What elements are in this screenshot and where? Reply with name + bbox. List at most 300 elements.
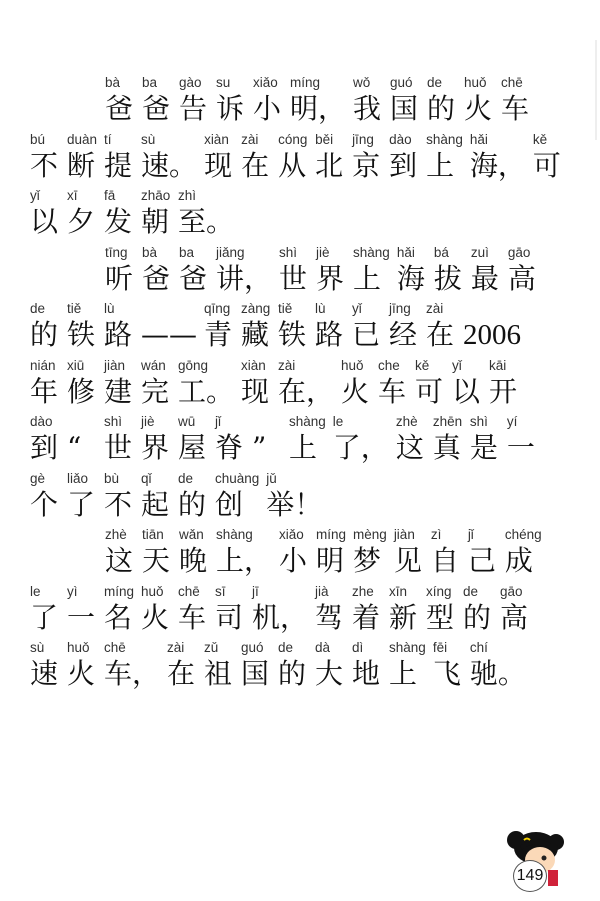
character-cell [470, 131, 526, 184]
character-cell [30, 300, 60, 353]
hanzi: 海， [469, 148, 526, 182]
hanzi: 速 [30, 657, 59, 690]
character-cell [389, 300, 419, 353]
character-cell [30, 639, 60, 692]
pinyin: jǐ [467, 527, 474, 542]
pinyin: xiàn [204, 131, 229, 147]
pinyin: jià [315, 583, 329, 599]
text-line [30, 74, 590, 131]
pinyin: jiàn [104, 357, 126, 373]
hanzi: 一 [67, 600, 96, 634]
character-cell [500, 583, 530, 636]
character-cell [104, 300, 134, 353]
hanzi: 型 [426, 600, 455, 634]
hanzi: 北 [315, 148, 344, 182]
pinyin: zhe [352, 583, 374, 599]
character-cell [278, 131, 308, 184]
pinyin: liǎo [67, 470, 89, 486]
pinyin: zài [167, 640, 185, 655]
pinyin: bù [104, 470, 120, 486]
hanzi: 现 [241, 374, 270, 408]
pinyin: jīng [389, 301, 411, 316]
character-cell [470, 413, 500, 466]
hanzi: 青 [204, 318, 233, 351]
pinyin: de [178, 470, 194, 486]
hanzi: 个 [30, 487, 59, 521]
character-cell [178, 583, 208, 636]
pinyin: zuì [470, 244, 489, 260]
character-cell [316, 526, 346, 579]
pinyin: zài [426, 301, 444, 316]
hanzi: 爸 [105, 92, 134, 125]
pinyin: de [463, 583, 479, 599]
hanzi: 驰。 [469, 657, 526, 690]
hanzi: 可 [415, 374, 444, 408]
character-cell [252, 413, 282, 466]
pinyin: guó [241, 640, 264, 655]
pinyin: tīng [105, 244, 128, 260]
pinyin: huǒ [67, 640, 90, 655]
hanzi: 界 [316, 261, 345, 295]
pinyin: sù [30, 640, 45, 655]
pinyin: xíng [426, 583, 452, 599]
pinyin: jīng [352, 131, 374, 147]
pinyin: sù [141, 131, 156, 147]
hanzi: 以 [452, 374, 481, 408]
character-cell [67, 131, 97, 184]
hanzi: 明， [290, 92, 347, 125]
hanzi: 举！ [266, 487, 323, 521]
hanzi: 机， [252, 600, 309, 634]
character-cell [204, 131, 234, 184]
hanzi: 断 [67, 148, 96, 182]
hanzi: 至。 [178, 205, 235, 238]
hanzi: 可 [532, 148, 561, 182]
pinyin: le [30, 583, 41, 599]
character-cell [141, 413, 171, 466]
hanzi: 从 [278, 148, 307, 182]
pinyin: jiǎng [216, 244, 245, 260]
hanzi: 新 [389, 600, 418, 634]
pinyin: kāi [489, 357, 507, 373]
pinyin: le [332, 414, 344, 429]
hanzi: 开 [489, 374, 518, 408]
character-cell [30, 187, 60, 240]
pinyin: sī [215, 583, 226, 599]
character-cell [390, 74, 420, 127]
pinyin: bá [433, 244, 449, 260]
hanzi: 小 [279, 544, 308, 577]
pinyin: zàng [241, 301, 271, 316]
character-cell [179, 74, 209, 127]
hanzi: 火 [67, 657, 96, 690]
character-cell [397, 244, 427, 297]
hanzi: 一 [506, 431, 535, 464]
character-cell [470, 639, 526, 692]
pinyin: zài [278, 357, 296, 373]
character-cell [141, 131, 197, 184]
character-cell [67, 639, 97, 692]
character-cell [333, 413, 389, 466]
pinyin: mèng [353, 527, 387, 542]
character-cell [468, 526, 498, 579]
pinyin: tiě [67, 301, 82, 316]
pinyin: jiàn [393, 527, 415, 542]
pinyin: chē [104, 640, 126, 655]
character-cell [216, 74, 246, 127]
character-cell [315, 131, 345, 184]
character-cell [505, 526, 542, 579]
hanzi: 高 [500, 600, 529, 634]
pinyin: jī [252, 583, 259, 599]
hanzi: 在 [426, 318, 455, 351]
hanzi: 到 [30, 431, 59, 464]
pinyin: shàng [289, 414, 326, 429]
hanzi: 的 [427, 92, 456, 125]
text-line [30, 357, 590, 414]
character-cell [178, 357, 234, 410]
character-cell [216, 526, 272, 579]
hanzi: 爸 [179, 261, 208, 295]
page-number: 149 [513, 860, 547, 892]
character-cell [501, 74, 531, 127]
hanzi: 见 [393, 544, 422, 577]
hanzi: 了 [30, 600, 59, 634]
character-cell [389, 583, 419, 636]
character-cell [463, 583, 493, 636]
hanzi: 以 [30, 205, 59, 238]
character-cell [278, 300, 308, 353]
pinyin: xīn [389, 583, 408, 599]
character-cell [141, 300, 197, 353]
hanzi: 已 [352, 318, 381, 351]
hanzi: 国 [241, 657, 270, 690]
character-cell [353, 244, 390, 297]
pinyin: wǒ [353, 75, 371, 90]
pinyin: míng [290, 75, 321, 90]
hanzi: 着 [352, 600, 381, 634]
hanzi: 火 [464, 92, 493, 125]
hanzi: 了 [67, 487, 96, 521]
character-cell [141, 187, 171, 240]
pinyin: dà [315, 640, 331, 655]
hanzi: 经 [389, 318, 418, 351]
pinyin: tiě [278, 301, 293, 316]
character-cell [315, 300, 345, 353]
hanzi: 夕 [67, 205, 96, 238]
character-cell [178, 187, 234, 240]
pinyin: míng [104, 583, 135, 599]
pinyin: chuàng [215, 470, 260, 486]
hanzi: 完 [141, 374, 170, 408]
pinyin: shì [279, 244, 298, 260]
hanzi: 车 [178, 600, 207, 634]
pinyin: qǐ [141, 470, 152, 486]
pinyin: gāo [507, 244, 531, 260]
character-cell [433, 413, 463, 466]
hanzi: 上 [426, 148, 455, 182]
pinyin: kě [415, 357, 430, 373]
hanzi: 车 [378, 374, 407, 408]
pinyin: kě [532, 131, 548, 147]
pinyin: yǐ [30, 188, 40, 203]
hanzi: 大 [315, 657, 344, 690]
pinyin: shì [104, 414, 123, 429]
hanzi: 诉 [216, 92, 245, 125]
hanzi: 上 [289, 431, 318, 464]
hanzi: 名 [104, 600, 133, 634]
hanzi: 提 [104, 148, 133, 182]
hanzi: 自 [430, 544, 459, 577]
text-line [30, 131, 590, 188]
character-cell [434, 244, 464, 297]
pinyin: gōng [178, 357, 209, 373]
text-line [30, 413, 590, 470]
pinyin: hǎi [396, 244, 415, 260]
hanzi: 年 [30, 374, 59, 408]
pinyin: cóng [278, 131, 308, 147]
pinyin: bà [105, 75, 121, 90]
hanzi: 听 [105, 261, 134, 295]
pinyin: zhāo [141, 188, 171, 203]
hanzi: 到 [389, 148, 418, 182]
hanzi: 高 [507, 261, 536, 295]
hanzi: 的 [463, 600, 492, 634]
pinyin: hǎi [469, 131, 488, 147]
character-cell [266, 470, 322, 523]
hanzi: 是 [469, 431, 498, 464]
character-cell [426, 131, 463, 184]
pinyin: dì [352, 640, 364, 655]
hanzi: 在， [278, 374, 335, 408]
hanzi: —— [141, 318, 197, 351]
character-cell [452, 357, 482, 410]
pinyin: xiū [67, 357, 85, 373]
hanzi: 驾 [315, 600, 344, 634]
hanzi: 朝 [141, 205, 170, 238]
hanzi: ” [252, 431, 267, 464]
pinyin: wǎn [179, 527, 204, 542]
character-cell [433, 639, 463, 692]
pinyin: jǐ [215, 414, 221, 429]
hanzi: 建 [104, 374, 133, 408]
character-cell [241, 300, 271, 353]
hanzi: 铁 [67, 318, 96, 351]
pinyin: xī [67, 188, 78, 203]
character-cell [30, 413, 60, 466]
text-line [30, 187, 590, 244]
hanzi: 起 [141, 487, 170, 521]
hanzi: 世 [279, 261, 308, 295]
character-cell [507, 413, 537, 466]
character-cell [352, 300, 382, 353]
character-cell [105, 526, 135, 579]
hanzi: 明 [316, 544, 345, 577]
hanzi: 告 [179, 92, 208, 125]
hanzi: 爸 [142, 92, 171, 125]
text-line [30, 583, 590, 640]
character-cell [104, 639, 160, 692]
pinyin: zài [241, 131, 259, 147]
hanzi: 真 [432, 431, 461, 464]
hanzi: 我 [353, 92, 382, 125]
hanzi: 地 [352, 657, 381, 690]
pinyin: shàng [389, 640, 426, 655]
character-cell [67, 187, 97, 240]
hanzi: “ [67, 431, 82, 464]
hanzi: 晚 [179, 544, 208, 577]
pinyin: wán [141, 357, 166, 373]
pinyin: huǒ [141, 583, 164, 599]
hanzi: 最 [470, 261, 499, 295]
character-cell [204, 639, 234, 692]
hanzi: 司 [215, 600, 244, 634]
pinyin: míng [316, 527, 347, 542]
pinyin: shì [469, 414, 488, 429]
character-cell [142, 74, 172, 127]
character-cell [464, 74, 494, 127]
character-cell [216, 244, 272, 297]
text-line [30, 526, 590, 583]
hanzi: 车 [501, 92, 530, 125]
pinyin: yì [67, 583, 78, 599]
hanzi: 界 [141, 431, 170, 464]
hanzi: 这 [105, 544, 134, 577]
pinyin: che [378, 357, 400, 373]
character-cell [241, 357, 271, 410]
pinyin: chéng [504, 527, 542, 542]
pinyin: de [278, 640, 294, 655]
character-cell [427, 74, 457, 127]
pinyin: de [30, 301, 46, 316]
pinyin: jǔ [266, 470, 277, 486]
character-cell [394, 526, 424, 579]
character-cell [204, 300, 234, 353]
character-cell [142, 244, 172, 297]
text-line [30, 244, 590, 301]
pinyin: jiè [141, 414, 155, 429]
pinyin: jiè [316, 244, 330, 260]
hanzi: 铁 [278, 318, 307, 351]
character-cell [178, 413, 208, 466]
character-cell [353, 526, 387, 579]
character-cell [105, 244, 135, 297]
character-cell [290, 74, 346, 127]
pinyin: xiàn [241, 357, 266, 373]
pinyin: yí [506, 414, 518, 429]
character-cell [104, 187, 134, 240]
character-cell [179, 244, 209, 297]
hanzi: 京 [352, 148, 381, 182]
hanzi: 讲， [216, 261, 273, 295]
pinyin: shàng [426, 131, 463, 147]
hanzi: 祖 [204, 657, 233, 690]
hanzi: 爸 [142, 261, 171, 295]
hanzi: 己 [467, 544, 496, 577]
text-line [30, 639, 590, 696]
character-cell [533, 131, 563, 184]
character-cell [426, 300, 456, 353]
pinyin: dào [389, 131, 412, 147]
hanzi: 的 [278, 657, 307, 690]
character-cell [278, 357, 334, 410]
hanzi: 成 [504, 544, 533, 577]
pinyin: gào [179, 75, 202, 90]
hanzi: 不 [30, 148, 59, 182]
pinyin: chí [469, 640, 488, 655]
character-cell [141, 357, 171, 410]
pinyin: gè [30, 470, 46, 486]
character-cell [352, 639, 382, 692]
pinyin: de [427, 75, 443, 90]
pinyin: gāo [500, 583, 523, 599]
character-cell [252, 583, 308, 636]
hanzi: 飞 [432, 657, 461, 690]
character-cell [178, 470, 208, 523]
pinyin: chē [501, 75, 523, 90]
pinyin: lù [315, 301, 326, 316]
pinyin: ba [142, 75, 158, 90]
character-cell [67, 357, 97, 410]
hanzi: 在 [167, 657, 196, 690]
hanzi: 速。 [141, 148, 198, 182]
character-cell [179, 526, 209, 579]
character-cell [104, 470, 134, 523]
character-cell [215, 413, 245, 466]
hanzi: 路 [104, 318, 133, 351]
character-cell [315, 639, 345, 692]
pinyin: dào [30, 414, 53, 429]
character-cell [30, 357, 60, 410]
pinyin: qīng [204, 301, 231, 316]
character-cell [215, 470, 259, 523]
character-cell [415, 357, 445, 410]
character-cell [352, 131, 382, 184]
pinyin: xiǎo [279, 527, 304, 542]
character-cell [104, 357, 134, 410]
character-cell [279, 244, 309, 297]
character-cell [104, 583, 134, 636]
pinyin: yǐ [352, 301, 362, 316]
hanzi: 上 [353, 261, 382, 295]
pinyin: shàng [216, 527, 253, 542]
character-cell [396, 413, 426, 466]
hanzi: 藏 [241, 318, 270, 351]
character-cell [241, 131, 271, 184]
hanzi: 车， [104, 657, 161, 690]
hanzi: 小 [253, 92, 282, 125]
character-cell [378, 357, 408, 410]
hanzi: 火 [341, 374, 370, 408]
pinyin: tiān [142, 527, 164, 542]
hanzi: 国 [390, 92, 419, 125]
character-cell [167, 639, 197, 692]
hanzi: 在 [241, 148, 270, 182]
pinyin: běi [315, 131, 334, 147]
pinyin: zhè [105, 527, 127, 542]
character-cell [353, 74, 383, 127]
hanzi: 天 [142, 544, 171, 577]
hanzi: 路 [315, 318, 344, 351]
character-cell [278, 639, 308, 692]
pinyin: yǐ [452, 357, 462, 373]
pinyin: bú [30, 131, 46, 147]
hanzi: 的 [178, 487, 207, 521]
hanzi: 海 [396, 261, 425, 295]
pinyin: zì [430, 527, 442, 542]
page-edge [595, 40, 597, 140]
character-cell [431, 526, 461, 579]
